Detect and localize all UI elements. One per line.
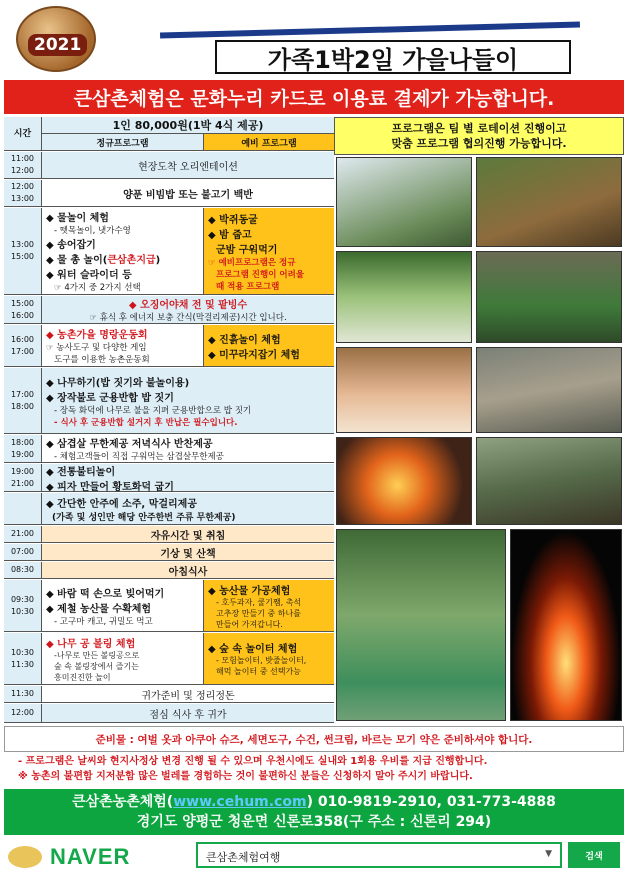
child-meal-photo xyxy=(336,347,472,433)
activity-line: ◆ 바람 떡 손으로 빚어먹기 xyxy=(46,588,165,600)
search-input[interactable] xyxy=(196,842,562,868)
bowling-photo xyxy=(476,251,622,343)
time-cell: 17:00 18:00 xyxy=(4,368,42,433)
backup-program-header: 예비 프로그램 xyxy=(204,134,334,150)
backup-note: 때 적용 프로그램 xyxy=(216,281,280,292)
rotation-notice-line: 프로그램은 팀 별 로테이션 진행이고 xyxy=(391,122,567,135)
activity-line: ◆ 피자 만들어 황토화덕 굽기 xyxy=(46,481,174,493)
activity-line: ◆ 제철 농산물 수확체험 xyxy=(46,603,152,615)
activity-detail: 숲 속 볼링장에서 즐기는 xyxy=(54,661,139,671)
backup-line: ◆ 미꾸라지잡기 체험 xyxy=(208,349,300,361)
time-cell: 11:30 xyxy=(4,686,42,702)
backup-note: 프로그램 진행이 어려울 xyxy=(216,269,305,280)
table-row xyxy=(4,368,334,434)
time-cell: 16:00 17:00 xyxy=(4,325,42,366)
activity-cell: 귀가준비 및 정리정돈 xyxy=(141,690,235,702)
backup-note: ☞ 예비프로그램은 정규 xyxy=(208,257,296,268)
firewood-photo xyxy=(476,437,622,525)
preparation-notice: 준비물 : 여벌 옷과 아쿠아 슈즈, 세면도구, 수건, 썬크림, 바르는 모기 약은 준비하셔야 합니다. xyxy=(4,726,624,752)
backup-detail: - 호두과자, 쿨기쨈, 촉석 xyxy=(216,597,302,607)
table-row xyxy=(4,526,334,543)
fish-photo xyxy=(476,347,622,433)
time-cell: 09:30 10:30 xyxy=(4,580,42,631)
backup-line: ◆ 진흙놀이 체험 xyxy=(208,334,281,346)
table-row xyxy=(4,464,334,492)
time-cell: 19:00 21:00 xyxy=(4,464,42,491)
page-title: 가족1박2일 가을나들이 xyxy=(215,40,571,74)
activity-detail: ☞ 휴식 후 에너지 보충 간식(막걸리제공)시간 입니다. xyxy=(89,313,287,323)
activity-line: ◆ 삼겹살 무한제공 저녁식사 반찬제공 xyxy=(46,439,213,450)
backup-line: ◆ 밤 줍고 xyxy=(208,229,252,241)
table-row xyxy=(4,633,334,685)
address: 경기도 양평군 청운면 신론로358(구 주소 : 신론리 294) xyxy=(136,814,492,830)
activity-line: ◆ 물놀이 체험 xyxy=(46,213,109,224)
header xyxy=(0,0,628,78)
table-header-row xyxy=(4,117,334,151)
time-cell: 11:00 12:00 xyxy=(4,152,42,178)
activity-line: ◆ 전통불티놀이 xyxy=(46,466,116,478)
table-row xyxy=(4,544,334,561)
search-query: 큰삼촌체험여행 xyxy=(206,851,281,864)
pen-decoration xyxy=(160,22,580,39)
company-name: 큰삼촌농촌체험( xyxy=(72,794,174,810)
time-cell: 07:00 xyxy=(4,544,42,560)
kids-eating-photo xyxy=(336,251,472,343)
activity-line: ◆ 간단한 안주에 소주, 막걸리제공 xyxy=(46,498,197,510)
water-slide-photo xyxy=(336,529,506,721)
activity-detail: - 뗏목놀이, 냇가수영 xyxy=(54,226,131,236)
price-label: 1인 80,000원(1박 4식 제공) xyxy=(42,117,334,134)
culture-card-banner: 큰삼촌체험은 문화누리 카드로 이용료 결제가 가능합니다. xyxy=(4,80,624,114)
contact-footer xyxy=(4,789,624,835)
rotation-notice xyxy=(334,117,624,155)
table-row xyxy=(4,325,334,367)
time-cell: 08:30 xyxy=(4,562,42,578)
time-cell: 15:00 16:00 xyxy=(4,296,42,323)
table-row xyxy=(4,208,334,295)
activity-line: ◆ 나무하기(밥 짓기와 불놀이용) xyxy=(46,377,190,389)
activity-detail: (가족 및 성인만 해당 안주한번 주류 무한제공) xyxy=(52,512,236,523)
pizza-oven-photo xyxy=(336,437,472,525)
activity-detail: 도구를 이용한 농촌운동회 xyxy=(54,355,150,365)
activity-cell: 점심 식사 후 귀가 xyxy=(42,704,334,722)
activity-cell: 자유시간 및 취침 xyxy=(42,526,334,542)
backup-line: 군밤 구워먹기 xyxy=(216,244,278,256)
activity-cell: 아침식사 xyxy=(42,562,334,578)
activity-line: ◆ 물 총 놀이( xyxy=(46,255,108,266)
water-play-photo xyxy=(336,157,472,247)
table-row xyxy=(4,180,334,207)
activity-line: ◆ 워터 슬라이더 등 xyxy=(46,270,132,281)
notice-line: ※ 농촌의 불편함 지저분함 많은 벌레를 경험하는 것이 불편하신 분들은 신청하지 말아 주시기 바랍니다. xyxy=(18,771,473,782)
time-cell: 12:00 13:00 xyxy=(4,180,42,206)
activity-cell: 기상 및 산책 xyxy=(42,544,334,560)
time-cell: 13:00 15:00 xyxy=(4,208,42,294)
time-cell: 10:30 11:30 xyxy=(4,633,42,684)
time-cell xyxy=(4,493,42,524)
activity-detail: 흥미진진한 놀이 xyxy=(54,672,111,682)
dropdown-arrow-icon[interactable]: ▼ xyxy=(545,849,552,859)
time-header: 시간 xyxy=(4,117,42,150)
table-row xyxy=(4,686,334,703)
backup-detail: 만들어 가져갑니다. xyxy=(216,619,283,629)
activity-line: ◆ 나무 공 볼링 체험 xyxy=(46,638,136,650)
activity-highlight: 큰삼촌지급 xyxy=(107,255,156,266)
table-row xyxy=(4,562,334,579)
backup-detail: 해먹 놀이터 중 선택가능 xyxy=(216,667,301,676)
activity-cell: 현장도착 오리엔테이션 xyxy=(42,152,334,178)
backup-detail: - 모험놀이터, 밧줄놀이터, xyxy=(216,656,307,665)
table-row xyxy=(4,493,334,525)
harvest-photo xyxy=(476,157,622,247)
rotation-notice-line: 맞춤 프로그램 협의진행 가능합니다. xyxy=(391,137,567,150)
time-cell: 18:00 19:00 xyxy=(4,435,42,462)
activity-detail: - 장독 화덕에 나무로 불을 지펴 군용반합으로 밥 짓기 xyxy=(54,405,252,416)
phone-numbers: ) 010-9819-2910, 031-773-4888 xyxy=(306,794,556,810)
year-badge: 2021 xyxy=(28,34,87,56)
backup-line: ◆ 농산물 가공체험 xyxy=(208,585,291,597)
activity-detail: - 체험고객들이 직접 구워먹는 삼겹살무한제공 xyxy=(54,452,224,462)
table-row xyxy=(4,435,334,463)
notice-block xyxy=(4,754,624,788)
backup-line: ◆ 박쥐동굴 xyxy=(208,214,258,226)
activity-line: ◆ 오징어야채 전 및 팥빙수 xyxy=(128,300,248,311)
naver-search-bar xyxy=(0,838,628,879)
table-row xyxy=(4,580,334,632)
backup-detail: 고추장 만들기 중 하나를 xyxy=(216,608,301,618)
time-cell: 12:00 xyxy=(4,704,42,722)
table-row xyxy=(4,296,334,324)
activity-line: ◆ 농촌가을 명랑운동회 xyxy=(46,330,148,341)
activity-detail: ☞ 4가지 중 2가지 선택 xyxy=(54,283,141,293)
activity-line: ◆ 송어잡기 xyxy=(46,240,96,251)
activity-detail: -나무로 만든 볼링공으로 xyxy=(54,650,140,660)
photo-gallery xyxy=(334,117,624,723)
bonfire-photo xyxy=(510,529,622,721)
backup-line: ◆ 숲 속 놀이터 체험 xyxy=(208,644,298,655)
table-row xyxy=(4,152,334,179)
activity-cell: 양푼 비빔밥 또는 불고기 백반 xyxy=(123,189,253,201)
table-row xyxy=(4,704,334,723)
hat-icon xyxy=(8,846,42,868)
notice-line: - 프로그램은 날씨와 현지사정상 변경 진행 될 수 있으며 우천시에도 실내와 1회용 우비를 지급 진행합니다. xyxy=(18,756,488,767)
website-link[interactable]: www.cehum.com xyxy=(173,794,307,810)
activity-line: ◆ 장작불로 군용반합 밥 짓기 xyxy=(46,392,174,404)
activity-line: ) xyxy=(155,255,161,266)
activity-detail: ☞ 농사도구 및 다양한 게임 xyxy=(46,343,147,353)
time-cell: 21:00 xyxy=(4,526,42,542)
regular-program-header: 정규프로그램 xyxy=(42,134,204,150)
search-button[interactable]: 검색 xyxy=(568,842,620,868)
activity-detail: - 고구마 캐고, 귀밀도 먹고 xyxy=(54,616,153,627)
activity-warning: - 식사 후 군용반합 설거지 후 반납은 필수입니다. xyxy=(54,417,238,428)
naver-logo: NAVER xyxy=(50,844,131,869)
